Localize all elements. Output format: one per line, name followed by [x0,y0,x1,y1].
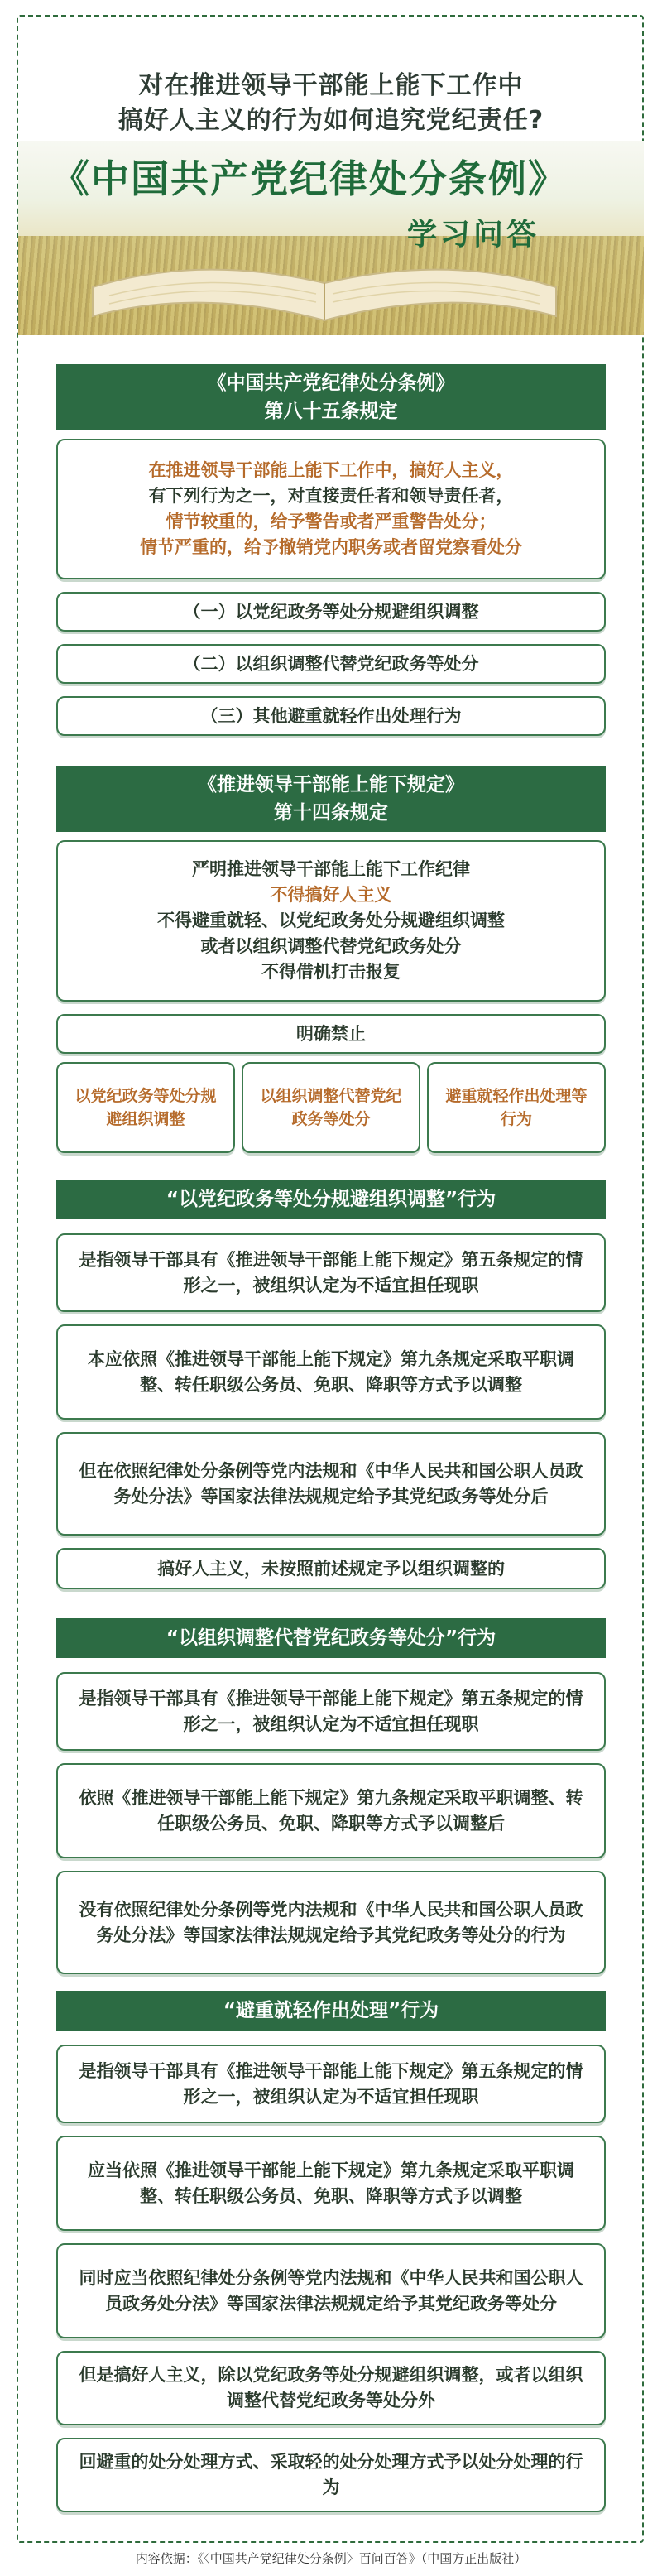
section2-line: 不得搞好人主义 [270,885,392,905]
prohibit-title: 明确禁止 [56,1014,606,1054]
section1-main-line: 有下列行为之一，对直接责任者和领导责任者， [148,486,514,506]
section2-main-card [56,840,606,1002]
source-footer: 内容依据：《〈中国共产党纪律处分条例〉百问百答》（中国方正出版社） [135,2551,527,2566]
section5-card-1: 是指领导干部具有《推进领导干部能上能下规定》第五条规定的情形之一，被组织认定为不适宜担任现职 [56,2045,606,2123]
prohibit-row [56,1062,606,1153]
hero-title: 《中国共产党纪律处分条例》 [51,156,568,201]
section2-line: 或者以组织调整代替党纪政务处分 [200,936,462,956]
section1-header-line2: 第八十五条规定 [264,401,398,422]
section1-main-line: 情节较重的，给予警告或者严重警告处分； [166,512,496,531]
section5-card-3: 同时应当依照纪律处分条例等党内法规和《中华人民共和国公职人员政务处分法》等国家法律法规规定给予其党纪政务等处分 [56,2243,606,2338]
section1-header [56,364,606,430]
section4-header: “以组织调整代替党纪政务等处分”行为 [56,1618,606,1658]
section3-card-2: 本应依照《推进领导干部能上能下规定》第九条规定采取平职调整、转任职级公务员、免职、降职等方式予以调整 [56,1324,606,1420]
section2-header-line1: 《推进领导干部能上能下规定》 [198,774,464,795]
section5-card-4: 但是搞好人主义，除以党纪政务等处分规避组织调整，或者以组织调整代替党纪政务等处分外 [56,2351,606,2425]
prohibit-item-1: 以党纪政务等处分规避组织调整 [56,1062,235,1153]
section1-item-3: （三）其他避重就轻作出处理行为 [56,696,606,736]
section2-header [56,766,606,832]
section5-card-5: 回避重的处分处理方式、采取轻的处分处理方式予以处分处理的行为 [56,2438,606,2512]
section4-card-3: 没有依照纪律处分条例等党内法规和《中华人民共和国公职人员政务处分法》等国家法律法规规定给予其党纪政务等处分的行为 [56,1871,606,1974]
section2-line: 不得避重就轻、以党纪政务处分规避组织调整 [157,911,505,930]
section2-header-line2: 第十四条规定 [274,802,388,824]
section5-header: “避重就轻作出处理”行为 [56,1991,606,2031]
hero-subtitle: 学习问答 [407,218,540,252]
section3-card-1: 是指领导干部具有《推进领导干部能上能下规定》第五条规定的情形之一，被组织认定为不适宜担任现职 [56,1233,606,1312]
section4-card-2: 依照《推进领导干部能上能下规定》第九条规定采取平职调整、转任职级公务员、免职、降职等方式予以调整后 [56,1763,606,1858]
section5-card-2: 应当依照《推进领导干部能上能下规定》第九条规定采取平职调整、转任职级公务员、免职、降职等方式予以调整 [56,2136,606,2231]
section2-line: 严明推进领导干部能上能下工作纪律 [192,859,470,879]
section4-card-1: 是指领导干部具有《推进领导干部能上能下规定》第五条规定的情形之一，被组织认定为不适宜担任现职 [56,1672,606,1751]
section3-card-4: 搞好人主义，未按照前述规定予以组织调整的 [56,1548,606,1589]
section1-header-line1: 《中国共产党纪律处分条例》 [207,372,455,394]
section1-item-2: （二）以组织调整代替党纪政务等处分 [56,644,606,684]
section3-card-3: 但在依照纪律处分条例等党内法规和《中华人民共和国公职人员政务处分法》等国家法律法规规定给予其党纪政务等处分后 [56,1432,606,1536]
page-title-line2: 搞好人主义的行为如何追究党纪责任? [118,106,544,135]
section1-main-card [56,439,606,579]
section1-main-line: 情节严重的，给予撤销党内职务或者留党察看处分 [140,537,522,557]
section1-main-line: 在推进领导干部能上能下工作中，搞好人主义， [148,460,514,480]
prohibit-item-2: 以组织调整代替党纪政务等处分 [242,1062,420,1153]
page-title-line1: 对在推进领导干部能上能下工作中 [138,71,524,100]
section2-line: 不得借机打击报复 [261,962,401,982]
prohibit-item-3: 避重就轻作出处理等行为 [427,1062,606,1153]
hero-banner [18,141,644,335]
section3-header: “以党纪政务等处分规避组织调整”行为 [56,1180,606,1219]
section1-item-1: （一）以党纪政务等处分规避组织调整 [56,592,606,632]
